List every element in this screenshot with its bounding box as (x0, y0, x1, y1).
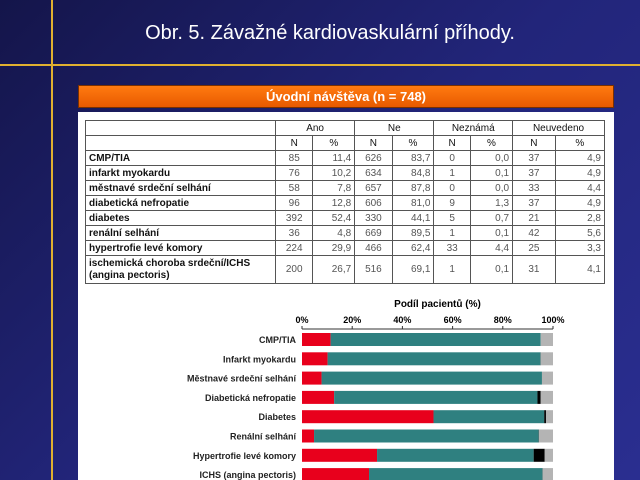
bar-segment-neuvedeno (541, 352, 553, 365)
table-cell: 0,1 (470, 226, 512, 241)
table-cell: 21 (513, 211, 556, 226)
table-cell: 7,8 (313, 181, 355, 196)
table-cell: 11,4 (313, 151, 355, 166)
table-cell: 4,9 (555, 166, 604, 181)
group-header: Neznámá (434, 121, 513, 136)
bar-segment-ano (302, 468, 369, 480)
table-cell: 69,1 (392, 256, 434, 284)
category-label: Diabetická nefropatie (204, 392, 296, 403)
bar-segment-ne (331, 333, 541, 346)
table-cell: 37 (513, 166, 556, 181)
bar-segment-ano (302, 430, 314, 443)
table-cell: 0,0 (470, 151, 512, 166)
bar-segment-ne (377, 449, 534, 462)
bar-segment-ne (314, 430, 539, 443)
bar-segment-neznámá (534, 449, 545, 462)
table-cell: 9 (434, 196, 471, 211)
table-cell: 392 (276, 211, 313, 226)
bar-segment-ano (302, 449, 377, 462)
visit-banner: Úvodní návštěva (n = 748) (78, 85, 614, 108)
sub-header: % (555, 136, 604, 151)
table-cell: 33 (513, 181, 556, 196)
category-label: ICHS (angina pectoris) (199, 470, 296, 480)
bar-segment-neznámá (537, 391, 540, 404)
x-tick-label: 0% (295, 315, 309, 325)
x-tick-label: 60% (443, 315, 462, 325)
table-cell: 5 (434, 211, 471, 226)
table-cell: 83,7 (392, 151, 434, 166)
table-cell: 0,0 (470, 181, 512, 196)
bar-segment-ne (322, 372, 542, 385)
sub-header: N (355, 136, 392, 151)
table-cell: 37 (513, 151, 556, 166)
table-cell: 669 (355, 226, 392, 241)
content-panel (78, 112, 614, 480)
sub-header: % (313, 136, 355, 151)
bar-segment-neuvedeno (543, 468, 553, 480)
x-tick-label: 80% (493, 315, 512, 325)
table-cell: 466 (355, 241, 392, 256)
group-header: Neuvedeno (513, 121, 605, 136)
chart-title: Podíl pacientů (%) (394, 299, 481, 310)
table-cell: 1,3 (470, 196, 512, 211)
row-label: CMP/TIA (86, 151, 276, 166)
table-cell: 3,3 (555, 241, 604, 256)
table-cell: 4,1 (555, 256, 604, 284)
table-cell: 4,8 (313, 226, 355, 241)
bar-segment-ano (302, 333, 331, 346)
table-cell: 1 (434, 256, 471, 284)
category-label: Diabetes (258, 412, 296, 423)
sub-header: N (434, 136, 471, 151)
table-cell: 31 (513, 256, 556, 284)
table-cell: 58 (276, 181, 313, 196)
table-cell: 25 (513, 241, 556, 256)
table-cell: 224 (276, 241, 313, 256)
table-cell: 52,4 (313, 211, 355, 226)
bar-segment-neuvedeno (539, 430, 553, 443)
table-cell: 4,9 (555, 151, 604, 166)
table-cell: 626 (355, 151, 392, 166)
sub-header: % (470, 136, 512, 151)
sub-header: N (276, 136, 313, 151)
bar-segment-ne (369, 468, 542, 480)
stacked-bar-chart (78, 112, 614, 480)
table-cell: 0 (434, 151, 471, 166)
table-cell: 4,9 (555, 196, 604, 211)
table-cell: 12,8 (313, 196, 355, 211)
bar-segment-ano (302, 391, 334, 404)
bar-segment-neuvedeno (542, 372, 553, 385)
table-cell: 606 (355, 196, 392, 211)
table-cell: 62,4 (392, 241, 434, 256)
bar-segment-ne (328, 352, 541, 365)
bar-segment-neuvedeno (545, 449, 553, 462)
x-tick-label: 20% (343, 315, 362, 325)
table-cell: 634 (355, 166, 392, 181)
table-cell: 516 (355, 256, 392, 284)
table-cell: 10,2 (313, 166, 355, 181)
table-cell: 0 (434, 181, 471, 196)
row-label: hypertrofie levé komory (86, 241, 276, 256)
table-cell: 89,5 (392, 226, 434, 241)
table-cell: 36 (276, 226, 313, 241)
row-label: renální selhání (86, 226, 276, 241)
table-cell: 44,1 (392, 211, 434, 226)
category-label: Hypertrofie levé komory (192, 450, 296, 461)
table-cell: 76 (276, 166, 313, 181)
table-cell: 4,4 (470, 241, 512, 256)
table-cell: 26,7 (313, 256, 355, 284)
bar-segment-ano (302, 352, 328, 365)
slide-title: Obr. 5. Závažné kardiovaskulární příhody. (145, 22, 515, 44)
decorative-horizontal-line (0, 64, 640, 66)
table-cell: 1 (434, 166, 471, 181)
table-cell: 1 (434, 226, 471, 241)
x-tick-label: 40% (393, 315, 412, 325)
row-label: ischemická choroba srdeční/ICHS (angina pectoris) (86, 256, 276, 284)
table-cell: 200 (276, 256, 313, 284)
bar-segment-ano (302, 410, 434, 423)
sub-header: % (392, 136, 434, 151)
bar-segment-neuvedeno (541, 391, 553, 404)
row-label: diabetes (86, 211, 276, 226)
table-cell: 37 (513, 196, 556, 211)
table-cell: 81,0 (392, 196, 434, 211)
table-cell: 2,8 (555, 211, 604, 226)
row-label: městnavé srdeční selhání (86, 181, 276, 196)
bar-segment-ano (302, 372, 322, 385)
category-label: Městnavé srdeční selhání (186, 373, 296, 384)
table-cell: 29,9 (313, 241, 355, 256)
table-cell: 85 (276, 151, 313, 166)
bar-segment-neuvedeno (541, 333, 553, 346)
table-cell: 42 (513, 226, 556, 241)
category-label: Renální selhání (229, 431, 296, 442)
table-cell: 0,7 (470, 211, 512, 226)
table-cell: 84,8 (392, 166, 434, 181)
bar-segment-neuvedeno (546, 410, 553, 423)
table-cell: 657 (355, 181, 392, 196)
table-cell: 87,8 (392, 181, 434, 196)
bar-segment-ne (334, 391, 537, 404)
table-cell: 0,1 (470, 166, 512, 181)
sub-header: N (513, 136, 556, 151)
table-cell: 33 (434, 241, 471, 256)
table-cell: 4,4 (555, 181, 604, 196)
decorative-vertical-line (51, 0, 53, 480)
x-tick-label: 100% (541, 315, 565, 325)
table-cell: 0,1 (470, 256, 512, 284)
category-label: Infarkt myokardu (222, 354, 296, 365)
table-cell: 5,6 (555, 226, 604, 241)
row-label: diabetická nefropatie (86, 196, 276, 211)
group-header: Ano (276, 121, 355, 136)
table-cell: 330 (355, 211, 392, 226)
table-cell: 96 (276, 196, 313, 211)
group-header: Ne (355, 121, 434, 136)
bar-segment-neznámá (544, 410, 546, 423)
category-label: CMP/TIA (259, 335, 296, 345)
row-label: infarkt myokardu (86, 166, 276, 181)
bar-segment-ne (434, 410, 545, 423)
